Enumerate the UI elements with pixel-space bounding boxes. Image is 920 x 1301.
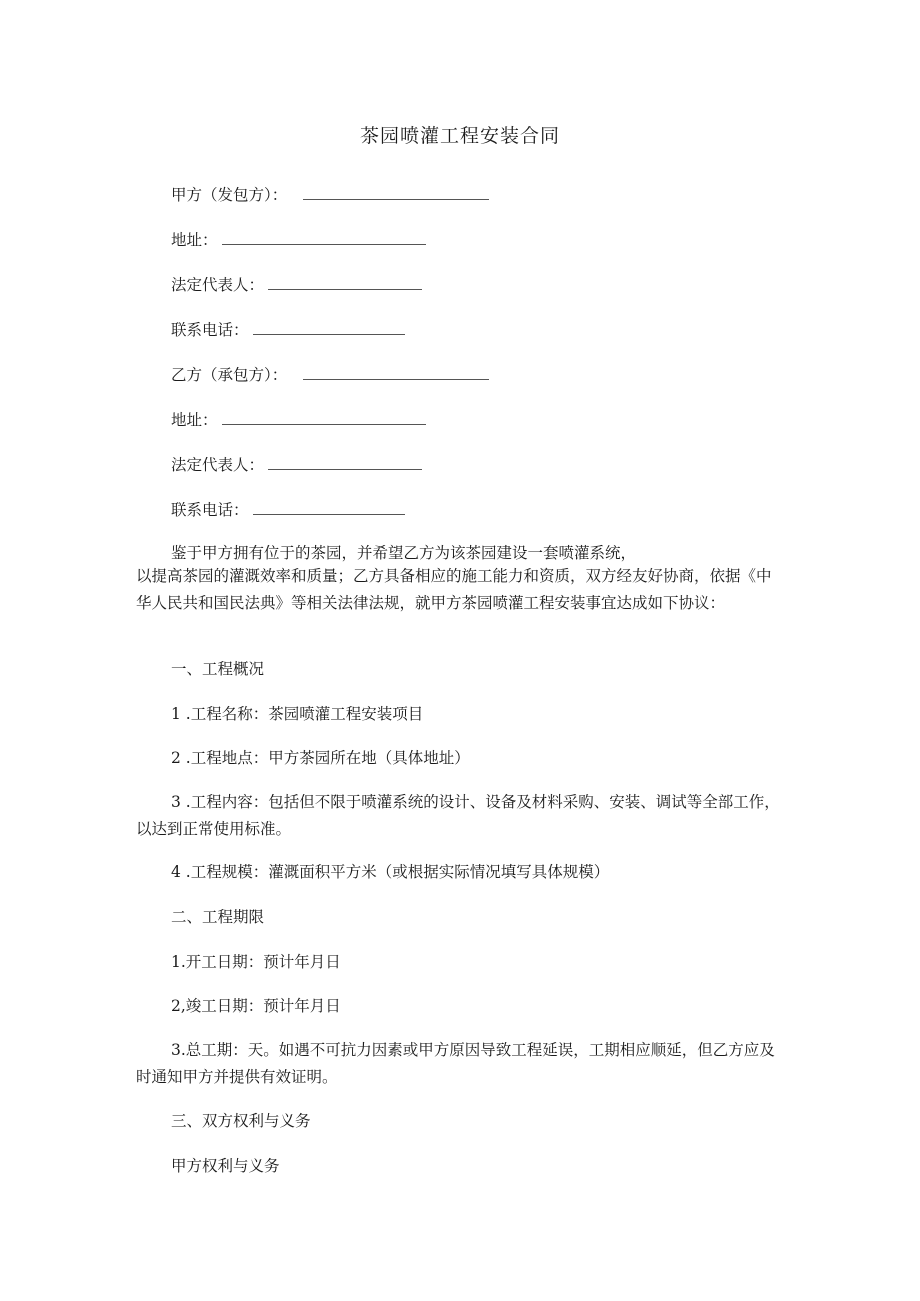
party-b-blank[interactable] [303,367,489,380]
party-a-phone-blank[interactable] [253,322,405,335]
party-a-phone-row [171,319,405,341]
party-b-representative-label: 法定代表人： [171,456,265,474]
section-1-heading: 一、工程概况 [171,660,265,678]
party-b-phone-label: 联系电话： [171,501,249,519]
section-2-item-1: 1.开工日期：预计年月日 [171,953,341,971]
party-a-representative-blank[interactable] [268,277,422,290]
party-b-phone-row [171,499,405,521]
section-1-item-2: 2 .工程地点：甲方茶园所在地（具体地址） [171,749,470,767]
section-2-heading: 二、工程期限 [171,908,265,926]
section-3-heading: 三、双方权利与义务 [171,1112,311,1130]
section-2-item-2: 2,竣工日期：预计年月日 [171,997,341,1015]
party-a-row [171,184,489,206]
party-b-representative-blank[interactable] [268,457,422,470]
party-b-phone-blank[interactable] [253,502,405,515]
section-1-item-3: 3 .工程内容：包括但不限于喷灌系统的设计、设备及材料采购、安装、调试等全部工作，以达到正常使用标准。 [136,793,780,838]
party-a-label: 甲方（发包方）： [171,186,288,204]
document-title: 茶园喷灌工程安装合同 [359,125,560,147]
party-b-row [171,364,489,386]
party-b-address-blank[interactable] [222,412,426,425]
party-a-address-blank[interactable] [222,232,426,245]
party-b-label: 乙方（承包方）： [171,366,288,384]
party-a-address-row [171,229,426,251]
section-2-item-3: 3.总工期：天。如遇不可抗力因素或甲方原因导致工程延误，工期相应顺延，但乙方应及时通知甲方并提供有效证明。 [136,1041,775,1086]
section-3-subheading: 甲方权利与义务 [171,1157,280,1175]
party-a-address-label: 地址： [171,231,218,249]
party-b-address-label: 地址： [171,411,218,429]
section-1-item-4: 4 .工程规模：灌溉面积平方米（或根据实际情况填写具体规模） [171,863,610,881]
preamble-first-line: 鉴于甲方拥有位于的茶园，并希望乙方为该茶园建设一套喷灌系统， [171,544,637,562]
party-b-address-row [171,409,426,431]
party-b-representative-row [171,454,422,476]
section-1-item-1: 1 .工程名称：茶园喷灌工程安装项目 [171,705,424,723]
party-a-representative-label: 法定代表人： [171,276,265,294]
preamble-continuation: 以提高茶园的灌溉效率和质量；乙方具备相应的施工能力和资质，双方经友好协商，依据《中华人民共和国民法典》等相关法律法规，就甲方茶园喷灌工程安装事宜达成如下协议： [136,567,772,612]
party-a-representative-row [171,274,422,296]
party-a-blank[interactable] [303,187,489,200]
party-a-phone-label: 联系电话： [171,321,249,339]
